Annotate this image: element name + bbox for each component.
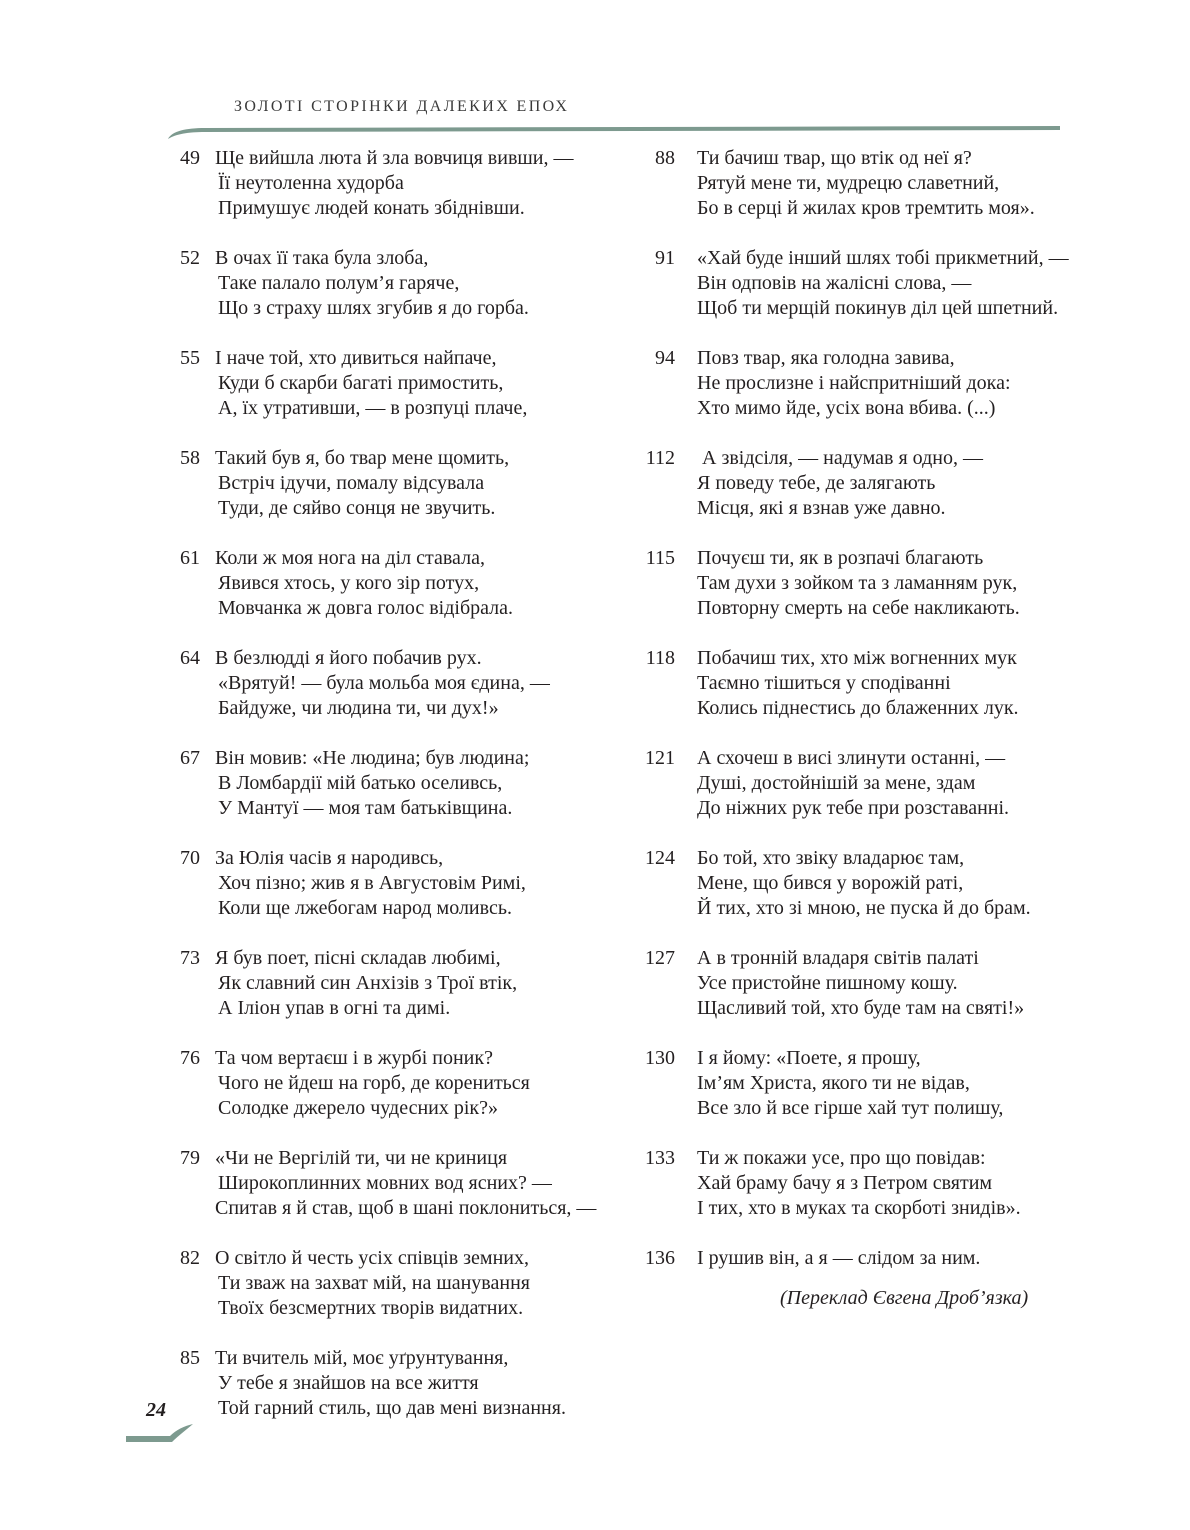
verse-line: Бо той, хто звіку владарює там,: [697, 847, 965, 869]
verse-line: Широкоплинних мовних вод ясних? —: [218, 1172, 552, 1194]
line-number: 73: [180, 947, 200, 969]
stanza: [628, 746, 1098, 846]
verse-line: Він мовив: «Не людина; був людина;: [215, 747, 530, 769]
verse-line: Чого не йдеш на горб, де корениться: [218, 1072, 530, 1094]
verse-line: А Іліон упав в огні та димі.: [218, 997, 451, 1019]
line-number: 49: [180, 147, 200, 169]
verse-line: Я був поет, пісні складав любимі,: [215, 947, 501, 969]
verse-line: Солодке джерело чудесних рік?»: [218, 1097, 498, 1119]
stanza: [168, 946, 638, 1046]
stanza: [168, 546, 638, 646]
verse-line: У тебе я знайшов на все життя: [218, 1372, 479, 1394]
verse-line: В Ломбардії мій батько оселивсь,: [218, 772, 503, 794]
verse-line: Встріч ідучи, помалу відсувала: [218, 472, 485, 494]
header-rule: [0, 0, 1190, 160]
verse-line: Повторну смерть на себе накликають.: [697, 597, 1020, 619]
verse-line: Щоб ти мерщій покинув діл цей шпетний.: [697, 297, 1059, 319]
line-number: 118: [645, 647, 675, 669]
verse-line: Не прослизне і найспритніший дока:: [697, 372, 1011, 394]
verse-line: І я йому: «Поете, я прошу,: [697, 1047, 921, 1069]
stanza: [168, 1146, 638, 1246]
line-number: 133: [645, 1147, 675, 1169]
verse-line: А схочеш в висі злинути останні, —: [697, 747, 1006, 769]
verse-line: «Врятуй! — була мольба моя єдина, —: [218, 672, 550, 694]
verse-line: Твоїх безсмертних творів видатних.: [218, 1297, 524, 1319]
line-number: 79: [180, 1147, 200, 1169]
verse-line: Ще вийшла люта й зла вовчиця вивши, —: [215, 147, 574, 169]
line-number: 61: [180, 547, 200, 569]
verse-line: Коли ж моя нога на діл ставала,: [215, 547, 485, 569]
verse-line: Куди б скарби багаті примостить,: [218, 372, 504, 394]
verse-line: Все зло й все гірше хай тут полишу,: [697, 1097, 1004, 1119]
line-number: 127: [645, 947, 675, 969]
verse-line: А, їх утративши, — в розпуці плаче,: [218, 397, 528, 419]
verse-line: Та чом вертаєш і в журбі поник?: [215, 1047, 493, 1069]
verse-line: І рушив він, а я — слідом за ним.: [697, 1247, 981, 1269]
stanza: [628, 446, 1098, 546]
line-number: 64: [180, 647, 200, 669]
verse-line: «Хай буде інший шлях тобі прикметний, —: [697, 247, 1069, 269]
verse-line: Там духи з зойком та з ламанням рук,: [697, 572, 1018, 594]
translation-credit: (Переклад Євгена Дроб’язка): [780, 1287, 1029, 1309]
verse-line: Той гарний стиль, що дав мені визнання.: [218, 1397, 566, 1419]
stanza: [168, 1046, 638, 1146]
line-number: 91: [655, 247, 675, 269]
verse-line: В очах її така була злоба,: [215, 247, 429, 269]
verse-line: Почуєш ти, як в розпачі благають: [697, 547, 984, 569]
right-column: [628, 146, 1098, 1346]
line-number: 112: [645, 447, 675, 469]
verse-line: Байдуже, чи людина ти, чи дух!»: [218, 697, 499, 719]
line-number: 55: [180, 347, 200, 369]
verse-line: Коли ще лжебогам народ моливсь.: [218, 897, 512, 919]
line-number: 58: [180, 447, 200, 469]
verse-line: Колись піднестись до блаженних лук.: [697, 697, 1019, 719]
stanza: [168, 146, 638, 246]
line-number: 130: [645, 1047, 675, 1069]
running-head-title: ЗОЛОТІ СТОРІНКИ ДАЛЕКИХ ЕПОХ: [234, 98, 570, 115]
stanza: [168, 746, 638, 846]
stanza: [628, 846, 1098, 946]
verse-line: За Юлія часів я народивсь,: [215, 847, 444, 869]
verse-line: Хоч пізно; жив я в Августовім Римі,: [218, 872, 526, 894]
verse-line: Туди, де сяйво сонця не звучить.: [218, 497, 496, 519]
line-number: 70: [180, 847, 200, 869]
stanza: [628, 1146, 1098, 1246]
stanza: [628, 546, 1098, 646]
stanza: [628, 246, 1098, 346]
verse-line: «Чи не Вергілій ти, чи не криниця: [215, 1147, 508, 1169]
verse-line: У Мантуї — моя там батьківщина.: [218, 797, 513, 819]
verse-line: Примушує людей конать збіднівши.: [218, 197, 525, 219]
stanza: [168, 646, 638, 746]
verse-line: О світло й честь усіх співців земних,: [215, 1247, 529, 1269]
verse-line: Мене, що бився у ворожій раті,: [697, 872, 964, 894]
verse-line: І тих, хто в муках та скорботі знидів».: [697, 1197, 1021, 1219]
verse-line: Душі, достойнішій за мене, здам: [697, 772, 976, 794]
verse-line: Й тих, хто зі мною, не пуска й до брам.: [697, 897, 1031, 919]
stanza: [168, 1246, 638, 1346]
verse-line: Що з страху шлях згубив я до горба.: [218, 297, 529, 319]
verse-line: Її неутоленна худорба: [218, 172, 404, 194]
verse-line: Він одповів на жалісні слова, —: [697, 272, 972, 294]
stanza: [168, 846, 638, 946]
line-number: 52: [180, 247, 200, 269]
verse-line: Ім’ям Христа, якого ти не відав,: [697, 1072, 970, 1094]
line-number: 85: [180, 1347, 200, 1369]
stanza: [628, 146, 1098, 246]
page-number: 24: [146, 1399, 166, 1421]
line-number: 121: [645, 747, 675, 769]
line-number: 82: [180, 1247, 200, 1269]
stanza: [628, 1046, 1098, 1146]
line-number: 76: [180, 1047, 200, 1069]
verse-line: Бо в серці й жилах кров тремтить моя».: [697, 197, 1035, 219]
line-number: 124: [645, 847, 675, 869]
stanza: [168, 446, 638, 546]
verse-line: До ніжних рук тебе при розставанні.: [697, 797, 1010, 819]
left-column: [168, 146, 638, 1446]
verse-line: Повз твар, яка голодна завива,: [697, 347, 955, 369]
stanza: [168, 1346, 638, 1446]
verse-line: Щасливий той, хто буде там на святі!»: [697, 997, 1025, 1019]
verse-line: Спитав я й став, щоб в шані поклониться, —: [215, 1197, 597, 1219]
verse-line: Місця, які я взнав уже давно.: [697, 497, 946, 519]
line-number: 136: [645, 1247, 675, 1269]
line-number: 115: [645, 547, 675, 569]
verse-line: Побачиш тих, хто між вогненних мук: [697, 647, 1017, 669]
verse-line: Такий був я, бо твар мене щомить,: [215, 447, 510, 469]
line-number: 94: [655, 347, 675, 369]
verse-line: Мовчанка ж довга голос відібрала.: [218, 597, 514, 619]
verse-line: А звідсіля, — надумав я одно, —: [697, 447, 983, 469]
verse-line: Хай браму бачу я з Петром святим: [697, 1172, 993, 1194]
verse-line: Ти бачиш твар, що втік од неї я?: [697, 147, 972, 169]
verse-line: Хто мимо йде, усіх вона вбива. (...): [697, 397, 996, 419]
verse-line: Ти ж покажи усе, про що повідав:: [697, 1147, 986, 1169]
verse-line: А в тронній владаря світів палаті: [697, 947, 979, 969]
verse-line: Я поведу тебе, де залягають: [697, 472, 936, 494]
verse-line: Ти вчитель мій, моє уґрунтування,: [215, 1347, 509, 1369]
stanza: [628, 946, 1098, 1046]
stanza: [168, 246, 638, 346]
verse-line: Таке палало полум’я гаряче,: [218, 272, 460, 294]
verse-line: І наче той, хто дивиться найпаче,: [215, 347, 497, 369]
stanza: [168, 346, 638, 446]
verse-line: Таємно тішиться у сподіванні: [697, 672, 951, 694]
verse-line: Ти зваж на захват мій, на шанування: [218, 1272, 530, 1294]
line-number: 67: [180, 747, 200, 769]
stanza: [628, 646, 1098, 746]
verse-line: Рятуй мене ти, мудрецю славетний,: [697, 172, 1000, 194]
verse-line: Усе пристойне пишному кошу.: [697, 972, 958, 994]
stanza: [628, 346, 1098, 446]
verse-line: Як славний син Анхізів з Трої втік,: [218, 972, 518, 994]
verse-line: Явився хтось, у кого зір потух,: [218, 572, 480, 594]
line-number: 88: [655, 147, 675, 169]
verse-line: В безлюдді я його побачив рух.: [215, 647, 482, 669]
